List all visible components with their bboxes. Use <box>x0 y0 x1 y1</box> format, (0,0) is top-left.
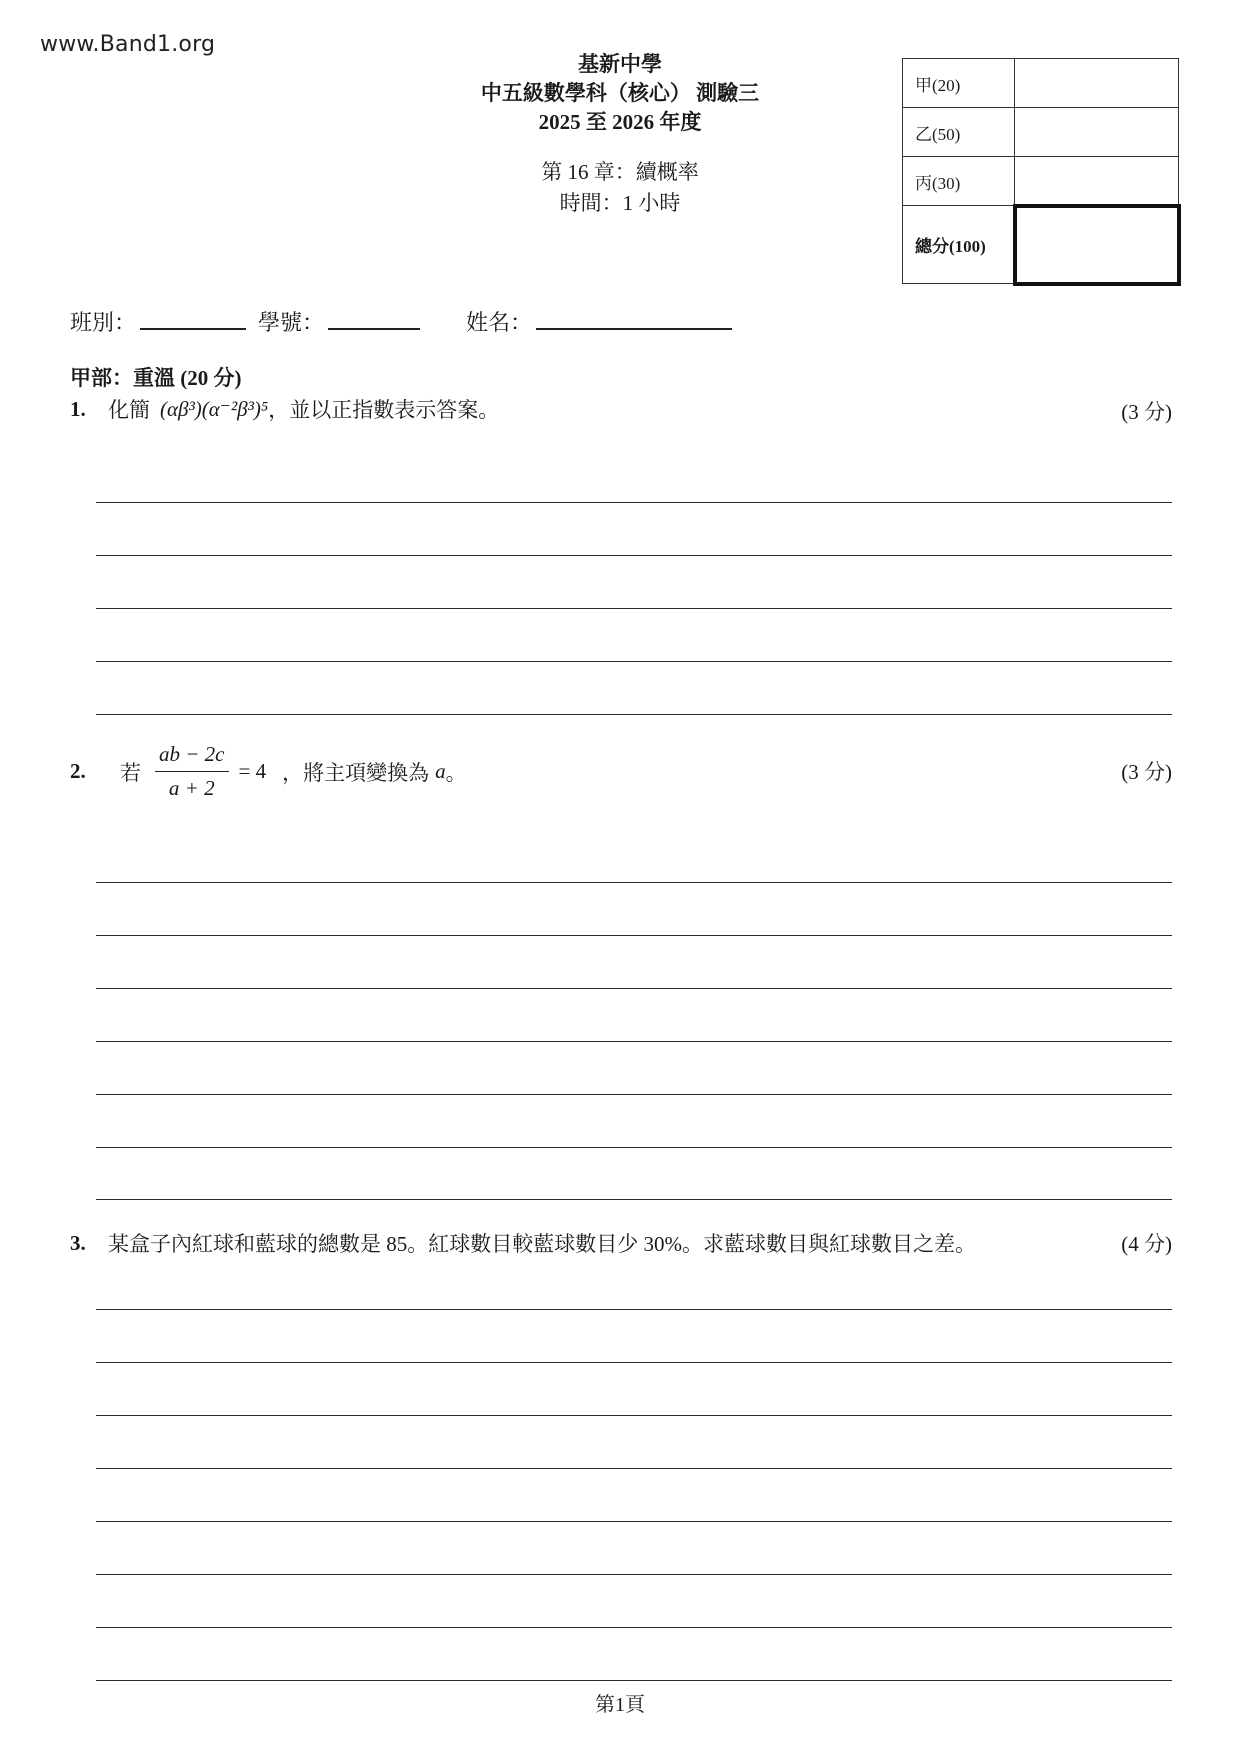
academic-year: 2025 至 2026 年度 <box>538 110 702 134</box>
question-prefix: 化簡 <box>108 398 150 422</box>
score-label: 甲(20) <box>903 59 1015 108</box>
exam-header <box>430 50 810 219</box>
answer-line <box>96 1094 1172 1095</box>
answer-line <box>96 714 1172 715</box>
question-suffix: ，並以正指數表示答案。 <box>268 398 500 422</box>
name-field <box>466 306 732 337</box>
question-text: 某盒子內紅球和藍球的總數是 85。紅球數目較藍球數目少 30%。求藍球數目與紅球數目之差。 <box>108 1232 976 1256</box>
question-3 <box>70 1228 976 1258</box>
question-2 <box>70 742 467 801</box>
question-1 <box>70 394 499 424</box>
fraction-numerator: ab − 2c <box>155 742 229 772</box>
score-table <box>902 58 1181 286</box>
class-label: 班別： <box>70 310 137 335</box>
question-prefix: 若 <box>120 760 141 785</box>
class-field <box>70 306 246 337</box>
answer-line <box>96 1627 1172 1628</box>
answer-line <box>96 1574 1172 1575</box>
page-number: 第1頁 <box>595 1694 645 1716</box>
class-blank[interactable] <box>140 310 246 330</box>
student-number-field <box>258 306 420 337</box>
total-score-cell[interactable] <box>1015 206 1179 284</box>
score-row-section-c <box>903 157 1179 206</box>
answer-line <box>96 1309 1172 1310</box>
answer-line <box>96 882 1172 883</box>
answer-line <box>96 502 1172 503</box>
section-a-title: 甲部：重溫 (20 分) <box>70 366 242 390</box>
answer-line <box>96 1041 1172 1042</box>
answer-line <box>96 1362 1172 1363</box>
question-end: 。 <box>445 760 467 785</box>
score-label: 乙(50) <box>903 108 1015 157</box>
score-cell[interactable] <box>1015 157 1179 206</box>
answer-line <box>96 935 1172 936</box>
score-row-section-a <box>903 59 1179 108</box>
question-number: 1. <box>70 396 86 421</box>
question-number: 2. <box>70 759 86 783</box>
fraction <box>155 742 229 801</box>
student-number-blank[interactable] <box>328 310 420 330</box>
score-label: 丙(30) <box>903 157 1015 206</box>
school-name: 基新中學 <box>578 52 662 76</box>
score-row-total <box>903 206 1179 284</box>
answer-line <box>96 608 1172 609</box>
answer-line <box>96 1199 1172 1200</box>
question-number: 3. <box>70 1230 86 1255</box>
answer-line <box>96 661 1172 662</box>
question-suffix: ，將主項變換為 <box>282 760 430 785</box>
student-number-label: 學號： <box>258 310 325 335</box>
exam-duration: 時間：1 小時 <box>559 191 681 215</box>
answer-line <box>96 1415 1172 1416</box>
answer-line <box>96 1680 1172 1681</box>
answer-line <box>96 1521 1172 1522</box>
name-label: 姓名： <box>466 310 533 335</box>
question-2-marks: (3 分) <box>1121 760 1172 784</box>
score-cell[interactable] <box>1015 108 1179 157</box>
watermark-url: www.Band1.org <box>40 32 216 57</box>
exam-subject: 中五級數學科（核心） 測驗三 <box>480 81 760 105</box>
answer-line <box>96 555 1172 556</box>
equals-value: = 4 <box>238 759 267 783</box>
answer-line <box>96 1468 1172 1469</box>
total-score-label: 總分(100) <box>903 206 1015 284</box>
question-1-marks: (3 分) <box>1121 400 1172 424</box>
chapter-title: 第 16 章：續概率 <box>541 160 699 184</box>
student-info-row <box>70 306 732 337</box>
answer-line <box>96 1147 1172 1148</box>
math-expression: (αβ³)(α⁻²β³)⁵ <box>160 396 269 421</box>
subject-variable: a <box>435 759 446 783</box>
answer-line <box>96 988 1172 989</box>
name-blank[interactable] <box>536 310 732 330</box>
question-3-marks: (4 分) <box>1121 1232 1172 1256</box>
score-cell[interactable] <box>1015 59 1179 108</box>
score-row-section-b <box>903 108 1179 157</box>
fraction-denominator: a + 2 <box>168 776 215 800</box>
